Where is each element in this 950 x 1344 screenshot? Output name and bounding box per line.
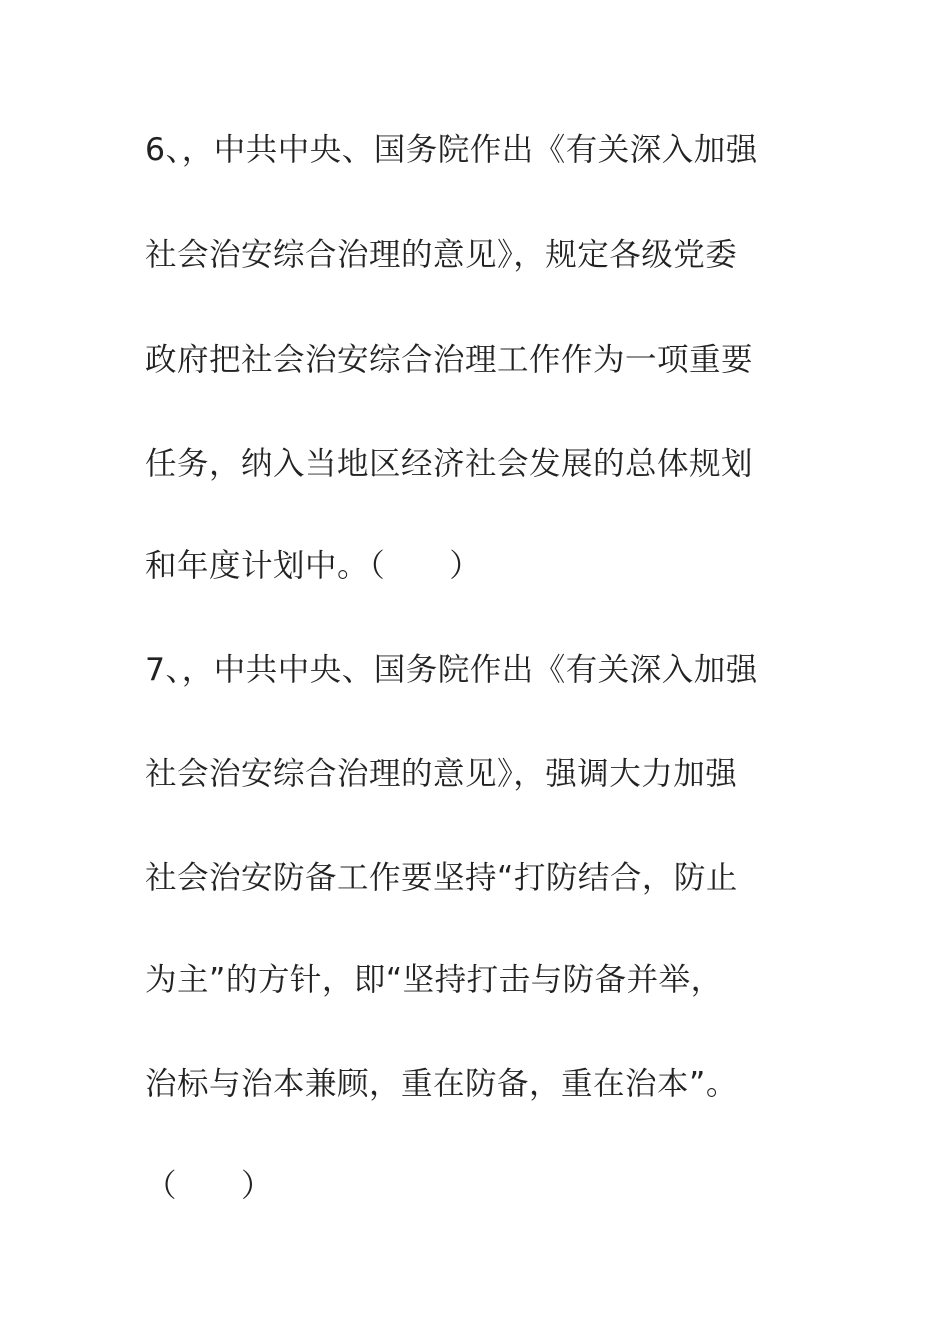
question-7-line-1: 7、，中共中央、国务院作出《有关深入加强 — [145, 652, 758, 688]
question-7-line-3: 社会治安防备工作要坚持“打防结合，防止 — [145, 860, 738, 896]
question-7-line-5: 治标与治本兼顾，重在防备，重在治本”。 — [145, 1066, 738, 1102]
question-6-line-5: 和年度计划中。（ ） — [145, 548, 482, 584]
question-6-line-2: 社会治安综合治理的意见》，规定各级党委 — [145, 237, 738, 273]
question-7-line-2: 社会治安综合治理的意见》，强调大力加强 — [145, 756, 738, 792]
question-6-line-4: 任务，纳入当地区经济社会发展的总体规划 — [145, 446, 754, 482]
question-6-line-1: 6、，中共中央、国务院作出《有关深入加强 — [145, 132, 758, 168]
question-7-line-6: （ ） — [145, 1168, 274, 1204]
question-7-line-4: 为主”的方针，即“坚持打击与防备并举， — [145, 962, 723, 998]
question-6-line-3: 政府把社会治安综合治理工作作为一项重要 — [145, 342, 754, 378]
